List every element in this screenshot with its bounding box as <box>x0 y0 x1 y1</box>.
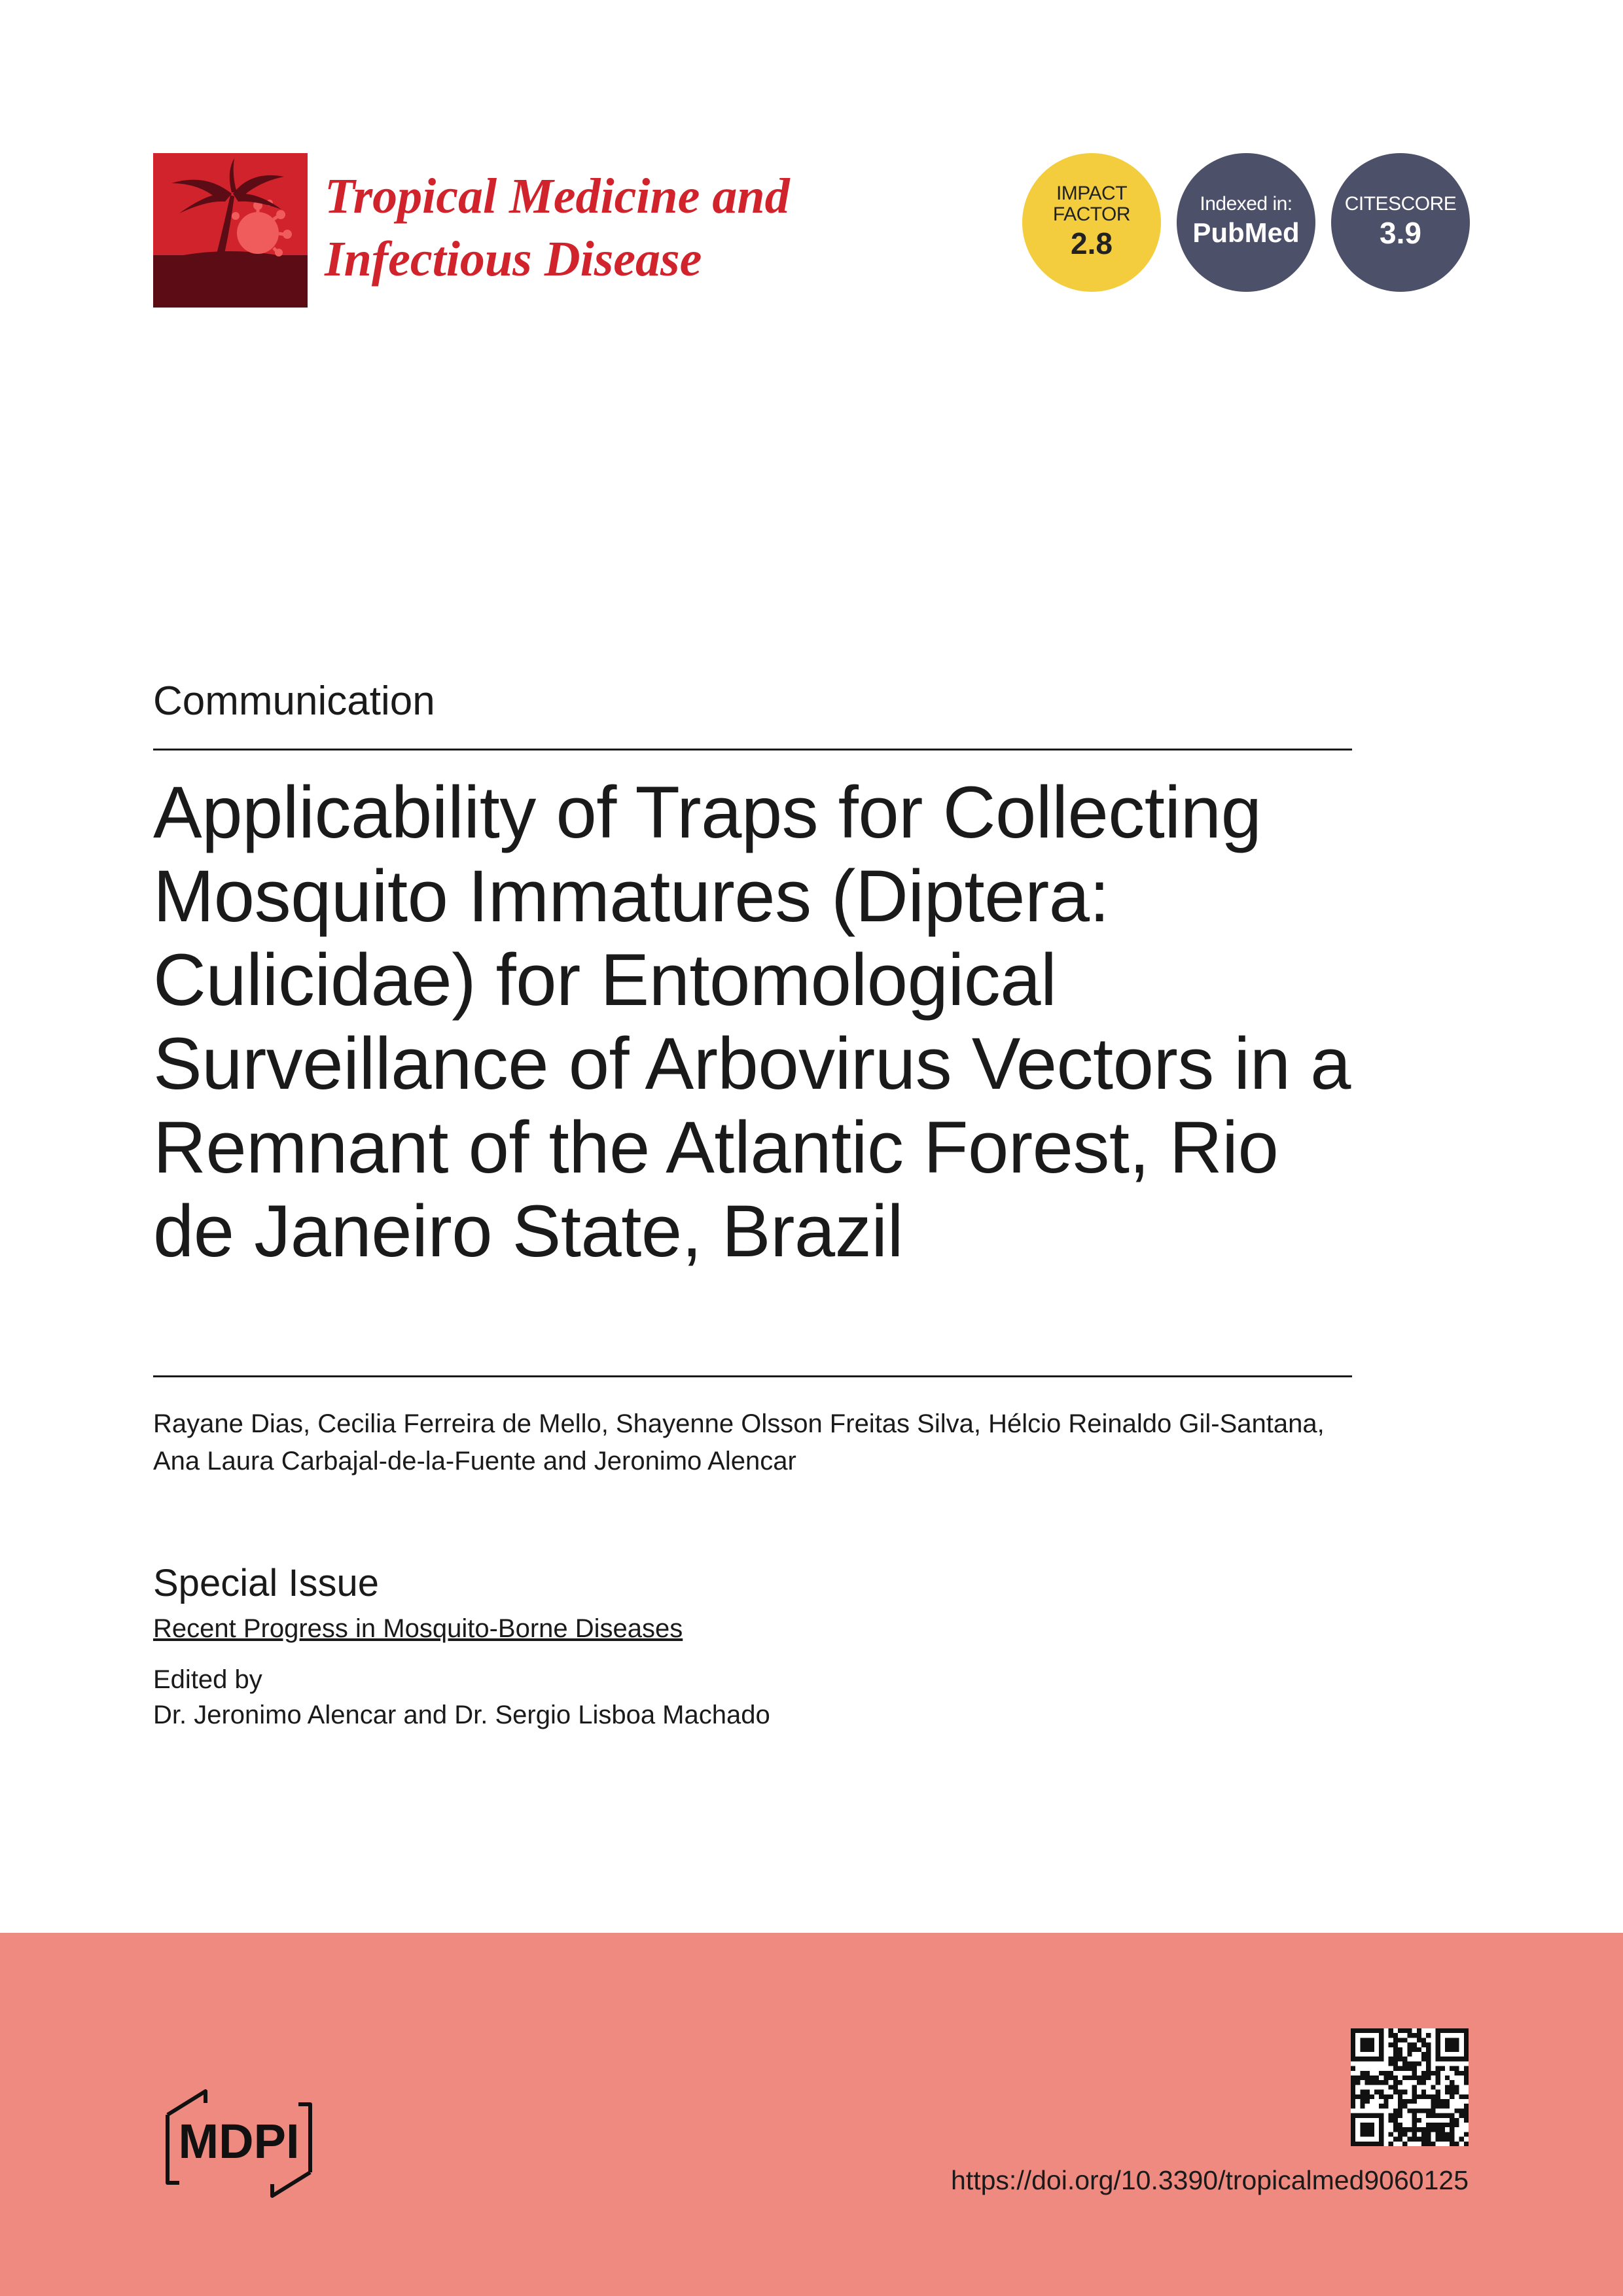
author-list-line1: Rayane Dias, Cecilia Ferreira de Mello, Shayenne Olsson Freitas Silva, Hélcio Reinaldo Gil-Santana, <box>153 1409 1325 1438</box>
doi-link[interactable]: https://doi.org/10.3390/tropicalmed9060125 <box>951 2165 1469 2195</box>
citescore-label: CITESCORE <box>1344 193 1457 215</box>
journal-title-line1: Tropical Medicine and <box>325 169 790 224</box>
journal-title-line2: Infectious Disease <box>325 232 702 287</box>
pubmed-label: PubMed <box>1192 217 1300 248</box>
mdpi-logo[interactable] <box>153 2085 325 2202</box>
indexed-in-label: Indexed in: <box>1200 193 1293 215</box>
palm-tree-virus-icon <box>153 153 308 308</box>
impact-factor-label-line2: FACTOR <box>1052 203 1131 225</box>
author-list <box>153 1405 1370 1480</box>
journal-title <box>325 165 914 291</box>
edited-by-label: Edited by <box>153 1665 262 1694</box>
author-list-line2: Ana Laura Carbajal-de-la-Fuente and Jeronimo Alencar <box>153 1447 796 1475</box>
editor-names: Dr. Jeronimo Alencar and Dr. Sergio Lisboa Machado <box>153 1701 770 1729</box>
citescore-badge[interactable] <box>1331 153 1470 292</box>
article-title: Applicability of Traps for Collecting Mosquito Immatures (Diptera: Culicidae) for Entomological Surveillance of Arbovirus Vectors in a Remnant of the Atlantic Forest, Rio de Janeiro State, Brazil <box>153 771 1351 1272</box>
special-issue-heading: Special Issue <box>153 1562 379 1604</box>
citescore-value: 3.9 <box>1380 216 1421 250</box>
pubmed-badge[interactable] <box>1177 153 1315 292</box>
impact-factor-value: 2.8 <box>1071 226 1113 260</box>
impact-factor-badge[interactable] <box>1022 153 1161 292</box>
divider-top <box>153 749 1352 751</box>
impact-factor-label-line1: IMPACT <box>1056 183 1128 204</box>
divider-bottom <box>153 1375 1352 1377</box>
mdpi-logo-text: MDPI <box>178 2114 300 2168</box>
qr-code-icon[interactable] <box>1351 2028 1469 2146</box>
article-type: Communication <box>153 679 435 724</box>
special-issue-link[interactable]: Recent Progress in Mosquito-Borne Diseases <box>153 1614 683 1643</box>
